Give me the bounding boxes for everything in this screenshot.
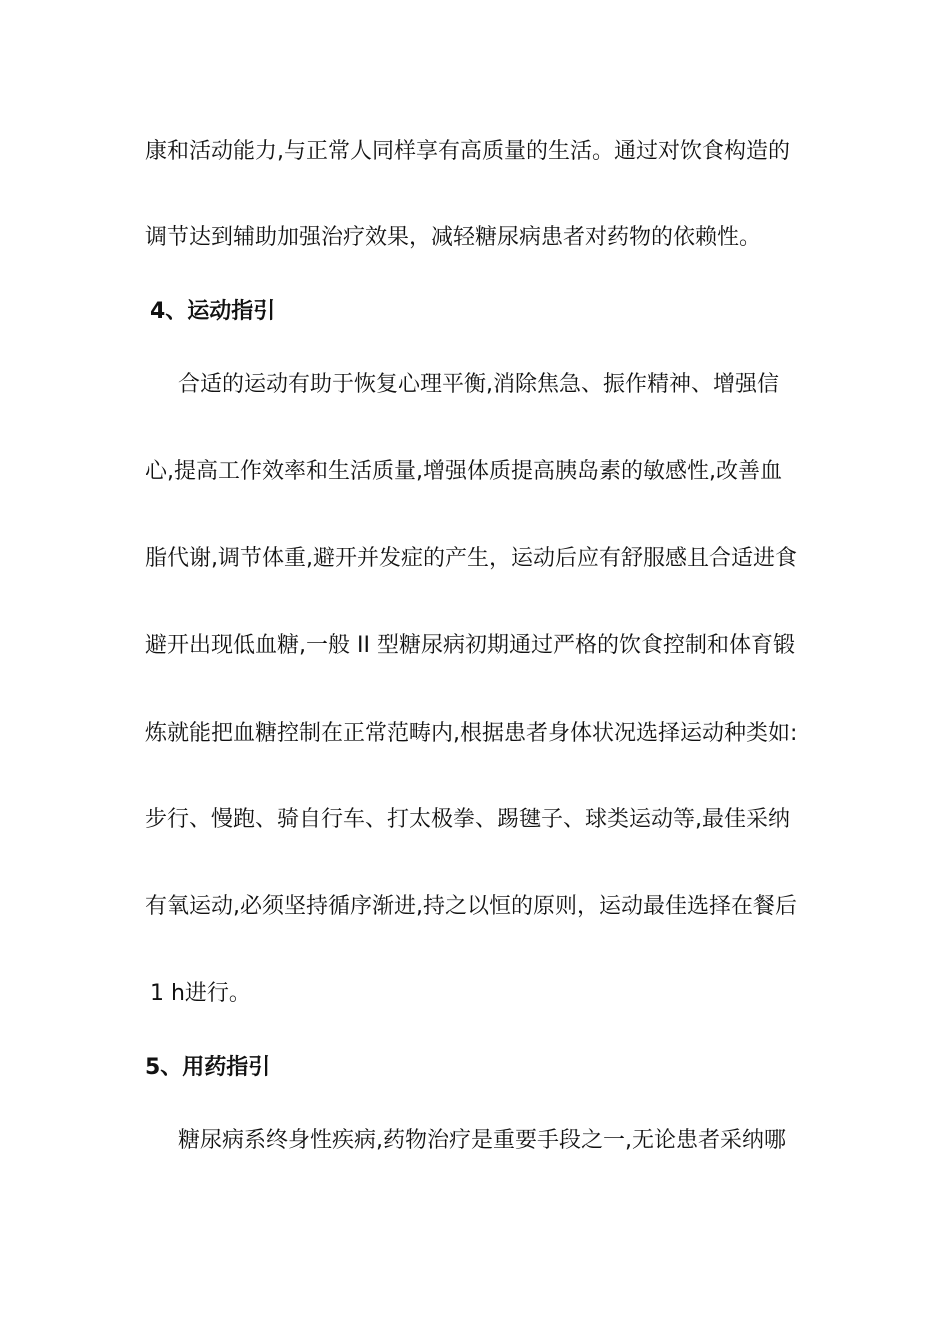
paragraph-line: 步行、慢跑、骑自行车、打太极拳、踢毽子、球类运动等,最佳采纳 bbox=[145, 807, 790, 832]
paragraph-line: 避开出现低血糖,一般 II 型糖尿病初期通过严格的饮食控制和体育锻 bbox=[145, 633, 795, 658]
paragraph-line: 炼就能把血糖控制在正常范畴内,根据患者身体状况选择运动种类如: bbox=[145, 721, 798, 746]
section-heading-exercise: 4、运动指引 bbox=[150, 299, 276, 324]
paragraph-line: 糖尿病系终身性疾病,药物治疗是重要手段之一,无论患者采纳哪 bbox=[178, 1128, 786, 1153]
paragraph-line: 有氧运动,必须坚持循序渐进,持之以恒的原则，运动最佳选择在餐后 bbox=[145, 894, 797, 919]
paragraph-line: 合适的运动有助于恢复心理平衡,消除焦急、振作精神、增强信 bbox=[178, 372, 779, 397]
paragraph-line: 康和活动能力,与正常人同样享有高质量的生活。通过对饮食构造的 bbox=[145, 139, 790, 164]
paragraph-line: 1 h进行。 bbox=[150, 981, 251, 1006]
section-heading-medication: 5、用药指引 bbox=[145, 1055, 271, 1080]
paragraph-line: 调节达到辅助加强治疗效果，减轻糖尿病患者对药物的依赖性。 bbox=[145, 225, 762, 250]
paragraph-line: 心,提高工作效率和生活质量,增强体质提高胰岛素的敏感性,改善血 bbox=[145, 459, 782, 484]
paragraph-line: 脂代谢,调节体重,避开并发症的产生，运动后应有舒服感且合适进食 bbox=[145, 546, 797, 571]
